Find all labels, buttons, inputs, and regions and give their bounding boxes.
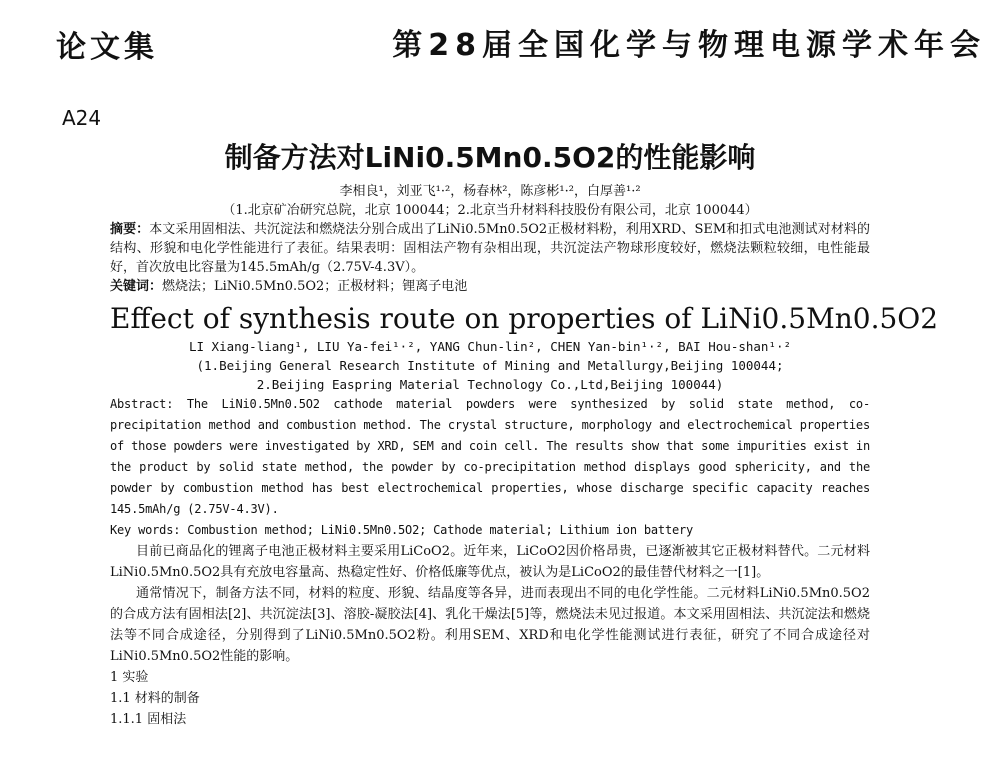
- keywords-en: [110, 520, 870, 541]
- proceedings-label: 论文集: [56, 30, 158, 65]
- abstract-cn: [110, 220, 870, 277]
- section-heading-experiment: 1 实验: [110, 670, 149, 685]
- affiliation-en-line-1: (1.Beijing General Research Institute of Mining and Metallurgy,Beijing 100044;: [196, 358, 784, 373]
- abstract-en-label: Abstract:: [110, 397, 174, 411]
- abstract-en-text: The LiNi0.5Mn0.5O2 cathode material powders were synthesized by solid state method, co-precipitation method and combustion method. The crystal structure, morphology and electrochemical properties of those powders were investigated by XRD, SEM and coin cell. The results show that some impurities exist in the product by solid state method, the powder by co-precipitation method displays good sphericity, and the powder by combustion method has best electrochemical properties, whose discharge specific capacity reaches 145.5mAh/g (2.75V-4.3V).: [110, 397, 870, 516]
- authors-cn: 李相良¹，刘亚飞¹·²，杨春林²，陈彦彬¹·²，白厚善¹·²: [339, 184, 641, 199]
- section-heading-preparation: 1.1 材料的制备: [110, 691, 200, 706]
- abstract-en: [110, 394, 870, 520]
- abstract-cn-label: 摘要：: [110, 222, 150, 237]
- paper-id: A24: [62, 106, 102, 130]
- keywords-cn-text: 燃烧法；LiNi0.5Mn0.5O2；正极材料；锂离子电池: [162, 279, 468, 294]
- title-cn: 制备方法对LiNi0.5Mn0.5O2的性能影响: [224, 141, 756, 174]
- keywords-en-label: Key words:: [110, 523, 181, 537]
- body-paragraph-1: 目前已商品化的锂离子电池正极材料主要采用LiCoO2。近年来，LiCoO2因价格昂贵，已逐渐被其它正极材料替代。二元材料LiNi0.5Mn0.5O2具有充放电容量高、热稳定性好、价格低廉等优点，被认为是LiCoO2的最佳替代材料之一[1]。: [110, 544, 870, 580]
- affiliation-en-line-2: 2.Beijing Easpring Material Technology Co.,Ltd,Beijing 100044): [256, 377, 724, 392]
- affiliation-cn: （1.北京矿冶研究总院，北京 100044；2.北京当升材料科技股份有限公司，北京 100044）: [222, 203, 758, 218]
- conference-title: 第28届全国化学与物理电源学术年会: [392, 28, 986, 63]
- title-en: Effect of synthesis route on properties of LiNi0.5Mn0.5O2: [110, 302, 939, 335]
- abstract-cn-text: 本文采用固相法、共沉淀法和燃烧法分别合成出了LiNi0.5Mn0.5O2正极材料粉，利用XRD、SEM和扣式电池测试对材料的结构、形貌和电化学性能进行了表征。结果表明：固相法产物有杂相出现，共沉淀法产物球形度较好，燃烧法颗粒较细，电性能最好，首次放电比容量为145.5mAh/g（2.75V-4.3V）。: [110, 222, 870, 275]
- keywords-en-text: Combustion method; LiNi0.5Mn0.5O2; Cathode material; Lithium ion battery: [187, 523, 694, 537]
- authors-en: LI Xiang-liang¹, LIU Ya-fei¹·², YANG Chun-lin², CHEN Yan-bin¹·², BAI Hou-shan¹·²: [188, 339, 792, 354]
- section-heading-solid-state: 1.1.1 固相法: [110, 712, 187, 727]
- keywords-cn: [110, 277, 870, 296]
- paper-content: [110, 128, 939, 730]
- body-paragraph-2: 通常情况下，制备方法不同，材料的粒度、形貌、结晶度等各异，进而表现出不同的电化学性能。二元材料LiNi0.5Mn0.5O2的合成方法有固相法[2]、共沉淀法[3]、溶胶-凝胶法[4]、乳化干燥法[5]等，燃烧法未见过报道。本文采用固相法、共沉淀法和燃烧法等不同合成途径，分别得到了LiNi0.5Mn0.5O2粉。利用SEM、XRD和电化学性能测试进行表征，研究了不同合成途径对LiNi0.5Mn0.5O2性能的影响。: [110, 586, 870, 664]
- keywords-cn-label: 关键词：: [110, 279, 163, 294]
